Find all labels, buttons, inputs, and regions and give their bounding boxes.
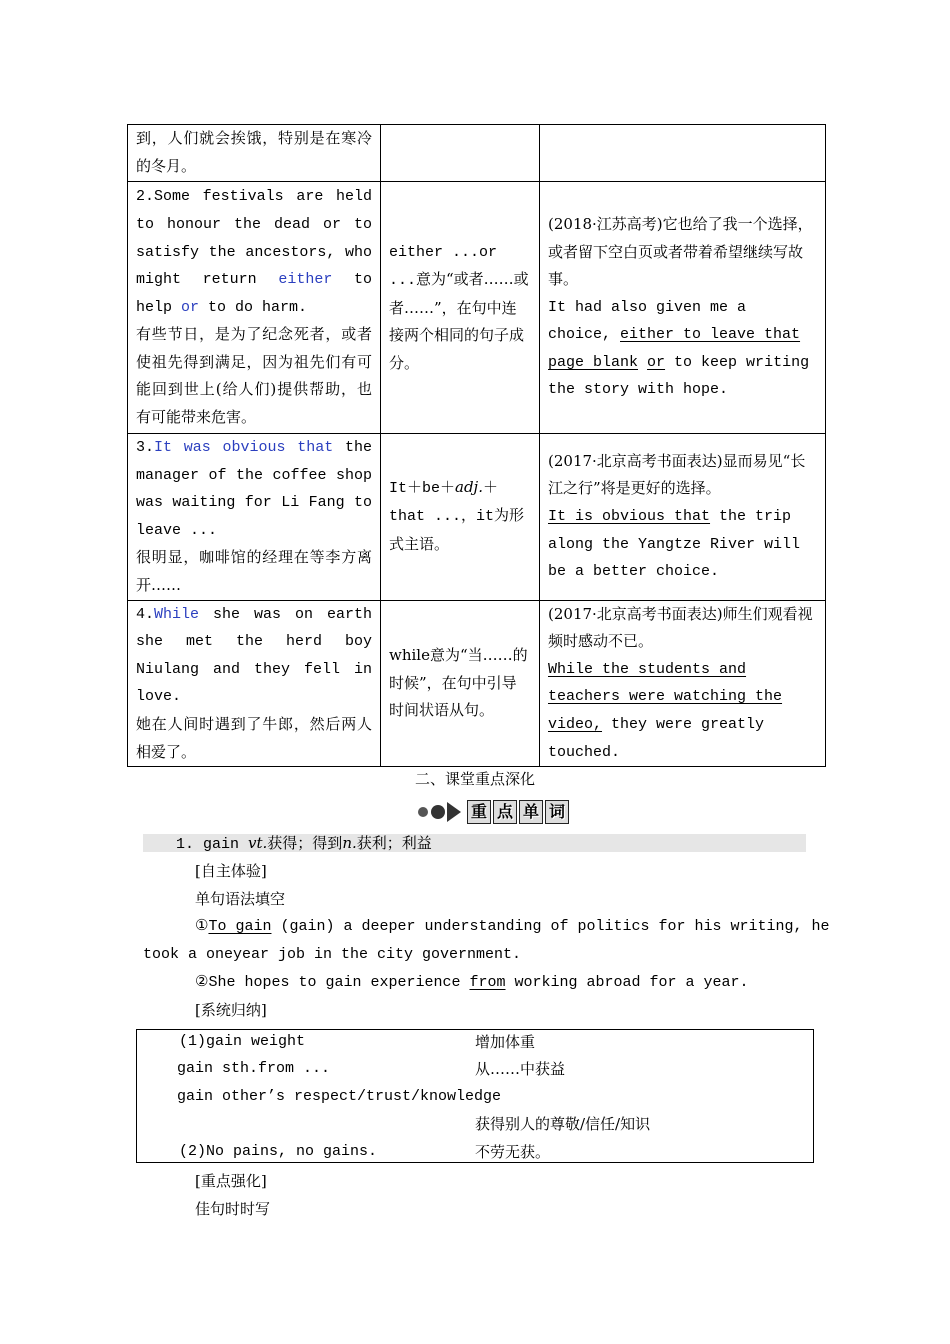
fill-in-title: 单句语法填空 xyxy=(195,890,286,908)
row3-example-source: (2017·北京高考书面表达)显而易见“长江之行”将是更好的选择。 xyxy=(548,451,806,498)
row4-note-cell xyxy=(381,600,540,767)
focus-label: [重点强化] xyxy=(195,1172,267,1190)
summary-en-2: gain sth.from ... xyxy=(177,1060,331,1077)
row3-example-english xyxy=(548,503,817,586)
row1-example-cell xyxy=(540,125,826,182)
self-experience-label: [自主体验] xyxy=(195,862,267,880)
row4-note: while意为“当……的时候”，在句中引导时间状语从句。 xyxy=(389,645,528,720)
banner-char: 词 xyxy=(545,800,569,824)
writing-title: 佳句时时写 xyxy=(195,1200,271,1218)
row2-example-underline-1: either to leave that page blank xyxy=(548,326,801,371)
row4-example-underline: While the students and teachers were watching the video, xyxy=(548,660,783,733)
exercise-2-pre: ②She hopes to gain experience xyxy=(195,974,470,991)
summary-cn-4: 不劳无获。 xyxy=(475,1143,551,1161)
row2-highlight-or: or xyxy=(181,298,200,316)
row4-sentence-cell xyxy=(128,600,381,767)
summary-en-1: (1)gain weight xyxy=(179,1033,306,1050)
key-words-banner xyxy=(418,797,571,827)
vocab-meaning-verb: 获得；得到 xyxy=(267,834,343,852)
vocab-pos-noun: n. xyxy=(342,834,357,852)
exercise-2-post: working abroad for a year. xyxy=(505,974,749,991)
system-summary-label: [系统归纳] xyxy=(195,1001,267,1019)
banner-arrow-icon xyxy=(447,802,461,822)
row1-note-cell xyxy=(381,125,540,182)
exercise-1-line-2: took a oneyear job in the city government. xyxy=(143,946,522,963)
row2-example-underline-2: or xyxy=(647,353,666,371)
summary-box xyxy=(136,1029,814,1163)
banner-char: 单 xyxy=(519,800,543,824)
row3-english xyxy=(136,434,372,544)
row3-number: 3. xyxy=(136,439,155,456)
exercise-2 xyxy=(195,973,749,993)
table-row xyxy=(128,434,826,601)
row3-note-a: It＋be＋ xyxy=(389,479,456,497)
row4-example-post: they were greatly touched. xyxy=(548,715,765,761)
row2-english-c: to do harm. xyxy=(199,298,308,316)
row4-english-rest: she was on earth she met the herd boy Niulang and they fell in love. xyxy=(136,605,372,706)
exercise-1-rest: (gain) a deeper understanding of politics for his writing, he xyxy=(271,918,830,935)
row2-chinese: 有些节日，是为了纪念死者，或者使祖先得到满足，因为祖先们有可能回到世上(给人们)提供帮助，也有可能带来危害。 xyxy=(136,325,372,427)
table-row xyxy=(128,600,826,767)
row4-example-english xyxy=(548,656,817,766)
summary-en-4: (2)No pains, no gains. xyxy=(179,1143,378,1160)
exercise-1-number: ① xyxy=(195,918,209,935)
row3-chinese: 很明显，咖啡馆的经理在等李方离开…… xyxy=(136,548,372,594)
row3-note-cell xyxy=(381,434,540,601)
row2-english-a: Some festivals are held to honour the dead or to satisfy the ancestors, who might return xyxy=(136,188,372,289)
summary-cn-3: 获得别人的尊敬/信任/知识 xyxy=(475,1115,651,1133)
row3-sentence-cell xyxy=(128,434,381,601)
row2-example-mid xyxy=(638,354,647,371)
section-title: 二、课堂重点深化 xyxy=(414,770,535,788)
row1-sentence-cell xyxy=(128,125,381,182)
row4-example-cell xyxy=(540,600,826,767)
row3-example-underline: It is obvious that xyxy=(548,507,711,525)
row2-sentence-cell xyxy=(128,182,381,434)
row4-highlight: While xyxy=(154,605,200,623)
exercise-1-answer: To gain xyxy=(208,918,272,935)
banner-dot-icon xyxy=(418,807,428,817)
vocab-word: 1. gain xyxy=(176,836,249,853)
table-row xyxy=(128,182,826,434)
phrase-table xyxy=(127,124,826,767)
row2-highlight-either: either xyxy=(278,271,333,289)
vocab-meaning-noun: 获利；利益 xyxy=(356,834,432,852)
row2-english xyxy=(136,183,372,321)
banner-char: 点 xyxy=(493,800,517,824)
vocab-heading xyxy=(143,834,806,852)
row2-note-phrase: either ...or ... xyxy=(389,243,498,290)
summary-cn-1: 增加体重 xyxy=(475,1033,536,1051)
row4-number: 4. xyxy=(136,605,155,623)
summary-cn-2: 从……中获益 xyxy=(475,1060,566,1078)
row3-note-b: ＋that ...，it为形式主语。 xyxy=(389,479,525,555)
row2-example-source: (2018·江苏高考)它也给了我一个选择，或者留下空白页或者带着希望继续写故事。 xyxy=(548,214,813,289)
vocab-pos-verb: vt. xyxy=(248,834,268,852)
row1-chinese: 到，人们就会挨饿，特别是在寒冷的冬月。 xyxy=(136,129,372,175)
row2-example-pre: It had also given me a choice, xyxy=(548,298,747,344)
banner-char: 重 xyxy=(467,800,491,824)
row2-english-b: to help xyxy=(136,271,372,316)
banner-dot-icon xyxy=(431,805,445,819)
row3-example-post: the trip along the Yangtze River will be a better choice. xyxy=(548,507,801,581)
exercise-2-answer: from xyxy=(469,974,506,991)
summary-en-3: gain other’s respect/trust/knowledge xyxy=(177,1088,502,1105)
row2-note-cell xyxy=(381,182,540,434)
row2-example-post: to keep writing the story with hope. xyxy=(548,353,810,399)
row2-number: 2. xyxy=(136,188,155,206)
row2-example-cell xyxy=(540,182,826,434)
row3-example-cell xyxy=(540,434,826,601)
row4-example-source: (2017·北京高考书面表达)师生们观看视频时感动不已。 xyxy=(548,604,813,651)
row3-note-adj: adj. xyxy=(455,477,483,496)
table-row xyxy=(128,125,826,182)
row2-example-english xyxy=(548,294,817,404)
row3-highlight: It was obvious that xyxy=(154,439,334,456)
exercise-1-line-1 xyxy=(195,917,830,937)
row2-note-text: 意为“或者……或者……”，在句中连接两个相同的句子成分。 xyxy=(389,270,529,372)
row4-english xyxy=(136,601,372,711)
row3-english-rest: the manager of the coffee shop was waiting for Li Fang to leave ... xyxy=(136,439,372,539)
row4-chinese: 她在人间时遇到了牛郎，然后两人相爱了。 xyxy=(136,714,372,761)
